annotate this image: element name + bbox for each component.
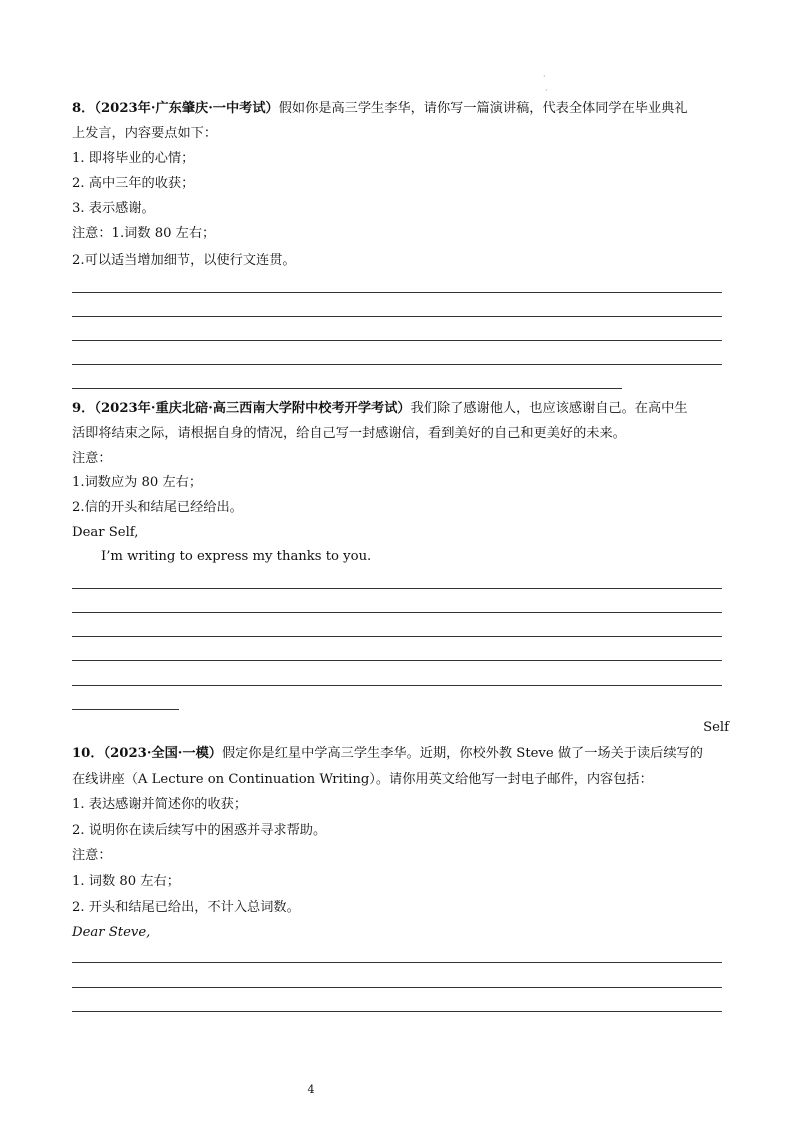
q9-note-2: 2.信的开头和结尾已经给出。 [72,500,243,515]
q10-source: （2023·全国·一模） [103,746,222,761]
q10-prompt-line-1 [72,745,703,763]
q8-point-3: 3. 表示感谢。 [72,201,155,216]
q8-point-2: 2. 高中三年的收获； [72,176,195,191]
q8-note-2: 2.可以适当增加细节，以使行文连贯。 [72,253,296,268]
q10-prompt-line-2: 在线讲座（A Lecture on Continuation Writing）。请你用英文给他写一封电子邮件，内容包括： [72,772,653,787]
q9-source: （2023年·重庆北碚·高三西南大学附中校考开学考试） [94,401,411,416]
q9-prompt-line-1 [72,400,688,418]
answer-line[interactable] [72,660,722,661]
page-number: 4 [307,1083,315,1096]
q9-salutation: Dear Self, [72,525,139,540]
answer-line[interactable] [72,364,722,365]
q8-point-1: 1. 即将毕业的心情； [72,151,195,166]
q8-prompt-line-1 [72,100,688,118]
answer-line[interactable] [72,292,722,293]
stray-dot: · [543,72,546,81]
q9-prompt-text: 我们除了感谢他人，也应该感谢自己。在高中生 [410,401,688,416]
answer-line[interactable] [72,340,722,341]
answer-line[interactable] [72,962,722,963]
answer-line[interactable] [72,588,722,589]
q8-number: 8． [72,101,95,116]
q8-prompt-line-2: 上发言，内容要点如下： [72,126,218,141]
q10-point-2: 2. 说明你在读后续写中的困惑并寻求帮助。 [72,823,327,838]
q10-salutation: Dear Steve, [72,925,151,940]
q10-note-title: 注意： [72,848,112,863]
stray-dot: · [545,86,548,95]
answer-line[interactable] [72,987,722,988]
q10-note-2: 2. 开头和结尾已给出，不计入总词数。 [72,900,300,915]
q9-note-1: 1.词数应为 80 左右； [72,475,203,490]
answer-line[interactable] [72,636,722,637]
q10-point-1: 1. 表达感谢并简述你的收获； [72,797,248,812]
answer-line-short[interactable] [72,388,622,389]
q10-note-1: 1. 词数 80 左右； [72,874,180,889]
q9-prompt-line-2: 活即将结束之际，请根据自身的情况，给自己写一封感谢信，看到美好的自己和更美好的未来。 [72,426,626,441]
q9-opening-sentence: I’m writing to express my thanks to you. [101,549,372,564]
q9-signature: Self [703,720,729,735]
answer-line[interactable] [72,316,722,317]
q8-source: （2023年·广东肇庆·一中考试） [94,101,279,116]
answer-line[interactable] [72,685,722,686]
q10-prompt-text: 假定你是红星中学高三学生李华。近期，你校外教 Steve 做了一场关于读后续写的 [221,746,703,761]
q10-number: 10． [72,746,104,761]
q9-note-title: 注意： [72,451,112,466]
answer-line[interactable] [72,612,722,613]
answer-line[interactable] [72,1011,722,1012]
q9-number: 9． [72,401,95,416]
q8-prompt-text: 假如你是高三学生李华，请你写一篇演讲稿，代表全体同学在毕业典礼 [278,101,688,116]
answer-line-short[interactable] [72,709,179,710]
q8-note-1: 注意：1.词数 80 左右； [72,226,216,241]
